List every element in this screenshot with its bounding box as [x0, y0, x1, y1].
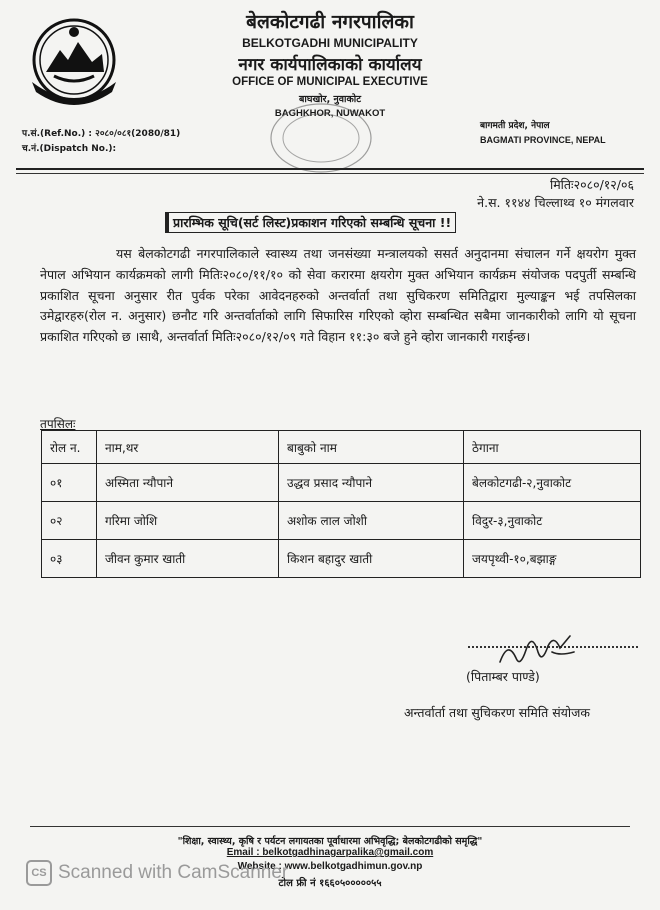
- footer-slogan: "शिक्षा, स्वास्थ्य, कृषि र पर्यटन लगायतका पूर्वाधारमा अभिवृद्धि; बेलकोटगढीको समृद्धि": [177, 836, 483, 847]
- roll-cell: ०३: [42, 540, 97, 578]
- address-nepali: बाघखोर, नुवाकोट: [298, 94, 362, 105]
- issue-date: मितिः२०८०/१२/०६: [549, 177, 634, 192]
- address-english: BAGHKHOR, NUWAKOT: [274, 108, 386, 119]
- office-stamp: [262, 98, 380, 176]
- office-name-nepali: नगर कार्यपालिकाको कार्यालय: [238, 55, 422, 75]
- column-header-address: ठेगाना: [464, 431, 641, 464]
- footer-email: Email : belkotgadhinagarpalika@gmail.com: [226, 847, 434, 858]
- candidate-table: [41, 430, 641, 578]
- address-cell: जयपृथ्वी-१०,बझाङ्ग: [464, 540, 641, 578]
- dispatch-number: च.नं.(Dispatch No.):: [22, 144, 117, 154]
- name-cell: गरिमा जोशि: [97, 502, 279, 540]
- father-cell: अशोक लाल जोशी: [279, 502, 464, 540]
- details-heading: तपसिलः: [40, 417, 76, 431]
- office-name-english: OFFICE OF MUNICIPAL EXECUTIVE: [232, 76, 428, 88]
- column-header-name: नाम,थर: [97, 431, 279, 464]
- notice-subject: प्रारम्भिक सूचि(सर्ट लिस्ट)प्रकाशन गरिएको सम्बन्धि सूचना !!: [165, 212, 456, 233]
- municipality-name-nepali: बेलकोटगढी नगरपालिका: [246, 11, 414, 33]
- province-english: BAGMATI PROVINCE, NEPAL: [480, 135, 606, 145]
- scanner-watermark: [26, 860, 288, 886]
- signatory-name: (पिताम्बर पाण्डे): [466, 669, 540, 684]
- camscanner-logo-icon: CS: [26, 860, 52, 886]
- table-row: [42, 464, 641, 502]
- name-cell: अस्मिता न्यौपाने: [97, 464, 279, 502]
- table-row: [42, 540, 641, 578]
- table-header-row: [42, 431, 641, 464]
- footer-website: Website : www.belkotgadhimun.gov.np: [237, 861, 423, 872]
- table-row: [42, 502, 641, 540]
- province-nepali: बागमती प्रदेश, नेपाल: [480, 121, 550, 131]
- address-cell: बेलकोटगढी-२,नुवाकोट: [464, 464, 641, 502]
- header-divider-thin: [16, 173, 644, 174]
- reference-number: प.सं.(Ref.No.) : २०८०/०८१(2080/81): [22, 129, 181, 139]
- notice-body: यस बेलकोटगढी नगरपालिकाले स्वास्थ्य तथा जनसंख्या मन्त्रालयको ससर्त अनुदानमा संचालन गर्ने क्षयरोग मुक्त नेपाल अभियान कार्यक्रमको लागी मितिः२०८०/११/१० को सेवा करारमा क्षयरोग मुक्त अभियान कार्यक्रम संयोजक पदपुर्ती सम्बन्धि प्रकाशित सूचना अनुसार रीत पुर्वक परेका आवेदनहरुको अन्तर्वार्ता तथा सुचिकरण समितिद्वारा मुल्याङ्कन भई तपसिलका उमेद्वारहरु(रोल न. अनुसार) छनौट गरि अन्तर्वार्ताको लागि सिफारिस गरिएको व्होरा सम्बन्धित सबैमा जानकारीको लागि यो सूचना प्रकाशित गरिएको छ ।साथै, अन्तर्वार्ता मितिः२०८०/१२/०९ गते विहान ११:३० बजे हुने व्होरा जानकारी गराईन्छ।: [40, 246, 636, 345]
- roll-cell: ०१: [42, 464, 97, 502]
- address-cell: विदुर-३,नुवाकोट: [464, 502, 641, 540]
- handwritten-signature: [490, 622, 580, 674]
- header-divider: [16, 168, 644, 170]
- name-cell: जीवन कुमार खाती: [97, 540, 279, 578]
- father-cell: किशन बहादुर खाती: [279, 540, 464, 578]
- footer-tollfree: टोल फ्री नं १६६०५०००००५५: [278, 878, 382, 889]
- column-header-roll: रोल न.: [42, 431, 97, 464]
- father-cell: उद्धव प्रसाद न्यौपाने: [279, 464, 464, 502]
- municipality-name-english: BELKOTGADHI MUNICIPALITY: [242, 36, 418, 50]
- column-header-father: बाबुको नाम: [279, 431, 464, 464]
- nepal-sambat-date: ने.स. ११४४ चिल्लाथ्व १० मंगलवार: [477, 195, 634, 210]
- signatory-role: अन्तर्वार्ता तथा सुचिकरण समिति संयोजक: [404, 705, 591, 720]
- roll-cell: ०२: [42, 502, 97, 540]
- footer-divider: [30, 826, 630, 827]
- watermark-text: Scanned with CamScanner: [58, 862, 289, 884]
- municipality-emblem: [24, 14, 124, 110]
